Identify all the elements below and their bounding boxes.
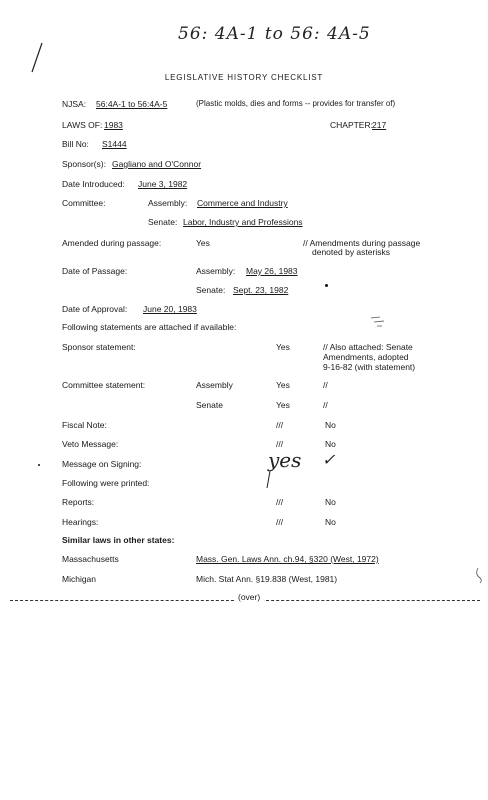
margin-pen-stroke (30, 42, 44, 74)
fiscal-note-mark: /// (276, 420, 284, 430)
bill-value: S1444 (102, 139, 127, 149)
reports-value: No (325, 497, 336, 507)
page-title: LEGISLATIVE HISTORY CHECKLIST (164, 73, 324, 82)
over-label: (over) (234, 592, 264, 602)
amended-note-line1: // Amendments during passage (303, 238, 421, 248)
committee-assembly-value: Commerce and Industry (197, 198, 288, 208)
similar-laws-heading: Similar laws in other states: (62, 535, 175, 545)
sponsor-statement-label: Sponsor statement: (62, 342, 136, 352)
passage-assembly-label: Assembly: (196, 266, 236, 276)
passage-label: Date of Passage: (62, 266, 128, 276)
handwritten-header: 56: 4A-1 to 56: 4A-5 (178, 24, 371, 44)
amended-value: Yes (196, 238, 210, 248)
njsa-label: NJSA: (62, 99, 87, 109)
fiscal-note-value: No (325, 420, 336, 430)
sponsors-label: Sponsor(s): (62, 159, 106, 169)
stray-dot (325, 284, 328, 287)
reports-mark: /// (276, 497, 284, 507)
committee-statement-assembly-label: Assembly (196, 380, 233, 390)
following-statements: Following statements are attached if available: (62, 322, 237, 332)
passage-senate-label: Senate: (196, 285, 226, 295)
committee-senate-value: Labor, Industry and Professions (183, 217, 303, 227)
veto-message-label: Veto Message: (62, 439, 119, 449)
message-signing-label: Message on Signing: (62, 459, 142, 469)
chapter-value: 217 (372, 120, 387, 130)
date-introduced-value: June 3, 1982 (138, 179, 188, 189)
approval-value: June 20, 1983 (143, 304, 197, 314)
committee-assembly-label: Assembly: (148, 198, 188, 208)
date-introduced-label: Date Introduced: (62, 179, 125, 189)
committee-statement-label: Committee statement: (62, 380, 146, 390)
committee-label: Committee: (62, 198, 106, 208)
njsa-value: 56:4A-1 to 56:4A-5 (96, 99, 168, 109)
committee-statement-senate-note: // (323, 400, 328, 410)
similar-law-citation: Mich. Stat Ann. §19.838 (West, 1981) (196, 574, 338, 584)
margin-mark-right (474, 566, 486, 584)
hearings-value: No (325, 517, 336, 527)
committee-statement-senate-label: Senate (196, 400, 223, 410)
fiscal-note-label: Fiscal Note: (62, 420, 107, 430)
committee-senate-label: Senate: (148, 217, 178, 227)
similar-law-state: Massachusetts (62, 554, 119, 564)
smudge-mark (368, 314, 390, 330)
hearings-mark: /// (276, 517, 284, 527)
committee-statement-assembly-note: // (323, 380, 328, 390)
njsa-description: (Plastic molds, dies and forms -- provides for transfer of) (196, 99, 396, 108)
sponsor-statement-note-line3: 9-16-82 (with statement) (323, 362, 416, 372)
passage-assembly-value: May 26, 1983 (246, 266, 298, 276)
committee-statement-assembly-value: Yes (276, 380, 290, 390)
stray-dot-left (38, 464, 40, 466)
sponsor-statement-value: Yes (276, 342, 290, 352)
passage-senate-value: Sept. 23, 1982 (233, 285, 289, 295)
laws-of-label: LAWS OF: (62, 120, 103, 130)
chapter-label: CHAPTER: (330, 120, 373, 130)
amended-label: Amended during passage: (62, 238, 162, 248)
sponsors-value: Gagliano and O'Connor (112, 159, 202, 169)
similar-law-citation: Mass. Gen. Laws Ann. ch.94, §320 (West, 1972) (196, 554, 379, 564)
amended-note-line2: denoted by asterisks (312, 247, 390, 257)
handwritten-check: ✓ (322, 450, 336, 469)
handwritten-yes: yes (268, 448, 302, 472)
pen-stroke (264, 470, 274, 490)
hearings-label: Hearings: (62, 517, 99, 527)
similar-law-state: Michigan (62, 574, 97, 584)
reports-label: Reports: (62, 497, 95, 507)
approval-label: Date of Approval: (62, 304, 128, 314)
veto-message-mark: /// (276, 439, 284, 449)
sponsor-statement-note-line1: // Also attached: Senate (323, 342, 413, 352)
committee-statement-senate-value: Yes (276, 400, 290, 410)
laws-of-value: 1983 (104, 120, 123, 130)
sponsor-statement-note-line2: Amendments, adopted (323, 352, 409, 362)
veto-message-value: No (325, 439, 336, 449)
following-printed-label: Following were printed: (62, 478, 150, 488)
bill-label: Bill No: (62, 139, 89, 149)
